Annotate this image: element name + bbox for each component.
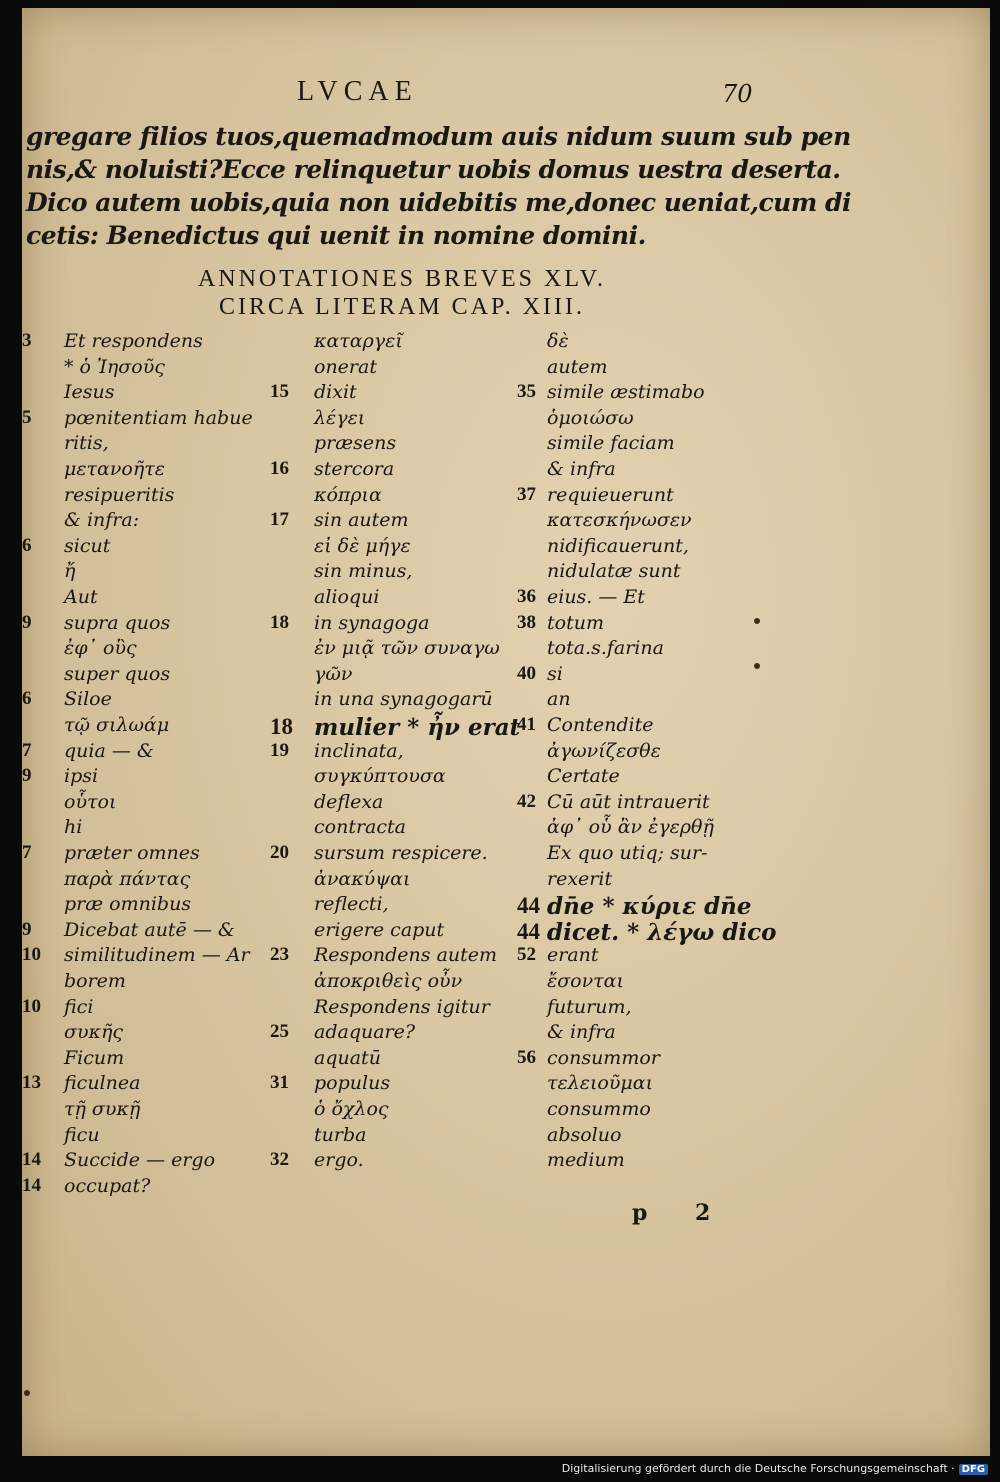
annotation-text: adaquare? [314,1021,416,1044]
gutter-dot [754,663,760,669]
annotation-text: in una synagogarū [314,688,493,711]
annotation-text: sursum respicere. [314,842,488,864]
annotation-text: requieuerunt [547,483,674,506]
verse-number: 5 [22,406,32,428]
page-title: LVCAE [297,76,418,107]
annotation-text: præsens [314,432,397,455]
annotation-text: si [547,662,563,685]
text-line: cetis: Benedictus qui uenit in nomine domini. [26,221,646,250]
verse-number: 7 [22,739,32,761]
annotation-text: rexerit [547,867,613,890]
annotation-text: οὗτοι [64,790,117,813]
verse-number: 15 [270,381,289,403]
verse-number: 35 [517,381,536,403]
verse-number: 7 [22,842,32,863]
annotation-text: aquatū [314,1046,381,1069]
text-line: nis,& noluisti?Ecce relinquetur uobis domus uestra deserta. [26,155,841,184]
running-head [22,76,990,116]
annotation-text: * ὁ Ἰησοῦς [64,355,165,378]
verse-number: 3 [22,330,32,351]
annotation-text: εἰ δὲ μήγε [314,534,411,557]
verse-number: 31 [270,1072,289,1094]
annotation-text: occupat? [64,1174,151,1197]
annotation-text: quia — & [64,739,154,762]
annotation-text: ἐφ᾽ οὓς [64,637,137,660]
annotation-text: κόπρια [314,483,382,506]
annotation-text: Certate [547,765,620,788]
annotation-text: futurum, [547,995,632,1018]
annotation-text: nidificauerunt, [547,534,689,557]
annotation-text: Cū aūt intrauerit [547,790,710,813]
verse-number: 6 [22,688,32,710]
annotation-text: fici [64,995,94,1018]
annotation-text: resipueritis [64,483,175,506]
annotation-text: populus [314,1072,391,1095]
annotation-text: super quos [64,662,171,685]
main-text [26,120,851,252]
verse-number: 37 [517,483,536,505]
annotation-text: & infra: [64,509,140,532]
verse-number: 42 [517,790,536,812]
verse-number: 19 [270,739,289,761]
verse-number: 13 [22,1072,41,1094]
annotation-text: ἀφ᾽ οὗ ἂν ἐγερθῇ [547,816,714,839]
annotation-text: & infra [547,458,616,480]
verse-number: 44 [517,918,540,944]
verse-number: 16 [270,458,289,479]
annotation-text: ἤ [64,560,76,583]
annotation-text: sicut [64,534,111,557]
annotation-text: ἔσονται [547,970,624,992]
verse-number: 36 [517,586,536,607]
annotation-text: ergo. [314,1149,364,1172]
annotation-text: συγκύπτουσα [314,765,446,788]
annotation-text: reflecti, [314,893,389,916]
annotation-text: erigere caput [314,918,445,941]
annotation-text: παρὰ πάντας [64,867,191,890]
annotation-text: turba [314,1123,367,1146]
annotation-text: συκῆς [64,1021,124,1044]
page-number: 70 [722,80,753,108]
verse-number: 9 [22,611,32,633]
verse-number: 10 [22,995,41,1017]
heading-line: CIRCA LITERAM CAP. XIII. [218,294,585,320]
annotation-text: præ omnibus [64,893,192,916]
signature-mark: p 2 [632,1200,731,1226]
annotation-text: hi [64,816,83,839]
annotation-text: tota.s.farina [547,637,664,660]
annotation-text: Et respondens [64,330,203,352]
annotation-text: simile faciam [547,432,675,455]
dfg-logo: DFG [959,1464,988,1475]
annotation-text: totum [547,611,604,634]
annotation-text: μετανοῆτε [64,458,165,480]
verse-number: 32 [270,1149,289,1171]
annotation-text: an [547,688,571,711]
annotation-text: dixit [314,381,357,404]
annotation-text: stercora [314,458,395,480]
annotation-text: onerat [314,355,377,378]
annotation-text: mulier * ἦν erat [314,714,521,741]
gutter-dot [24,1390,30,1396]
annotation-text: Succide — ergo [64,1149,216,1172]
verse-number: 10 [22,944,41,966]
annotation-text: ὁ ὄχλος [314,1098,389,1120]
annotation-text: dn̄e * κύριε dn̄e [547,893,752,921]
verse-number: 41 [517,714,536,735]
annotation-text: ficu [64,1123,100,1146]
book-page [22,8,990,1456]
digitization-footer [0,1462,1000,1482]
verse-number: 14 [22,1174,41,1196]
annotation-text: medium [547,1149,625,1172]
annotation-text: supra quos [64,611,171,634]
annotation-text: alioqui [314,586,380,608]
verse-number: 44 [517,893,540,919]
annotation-text: erant [547,944,599,967]
verse-number: 18 [270,714,293,739]
annotation-text: absoluo [547,1123,622,1146]
annotation-text: Respondens igitur [314,995,490,1018]
verse-number: 20 [270,842,289,863]
annotation-text: ritis, [64,432,109,455]
verse-number: 9 [22,918,32,940]
annotation-text: sin autem [314,509,409,532]
annotation-text: ἀνακύψαι [314,867,411,890]
annotation-text: Dicebat autē — & [64,918,235,941]
annotation-text: sin minus, [314,560,413,583]
annotation-text: γῶν [314,662,353,685]
annotation-text: τῇ συκῇ [64,1098,141,1120]
verse-number: 38 [517,611,536,633]
verse-number: 6 [22,534,32,556]
verse-number: 9 [22,765,32,787]
annotation-text: præter omnes [64,842,200,864]
annotation-text: simile æstimabo [547,381,705,404]
annotation-text: deflexa [314,790,384,813]
annotation-text: Aut [64,586,98,608]
annotation-text: λέγει [314,406,366,429]
verse-number: 56 [517,1046,536,1068]
verse-number: 52 [517,944,536,966]
annotation-text: & infra [547,1021,616,1044]
annotation-text: κατεσκήνωσεν [547,509,692,532]
annotation-text: ἀγωνίζεσθε [547,739,661,762]
annotation-text: ὁμοιώσω [547,406,634,429]
verse-number: 23 [270,944,289,966]
annotation-text: Siloe [64,688,112,711]
annotation-text: eius. — Et [547,586,645,608]
annotation-text: contracta [314,816,406,839]
annotation-text: ipsi [64,765,99,788]
annotation-text: Ex quo utiq; sur- [547,842,708,864]
annotation-text: ἐν μιᾷ τῶν συναγω [314,637,500,660]
annotation-text: τῷ σιλωάμ [64,714,170,736]
annotation-text: Respondens autem [314,944,498,967]
annotation-text: δὲ [547,330,569,352]
annotation-text: in synagoga [314,611,430,634]
annotation-text: autem [547,355,608,378]
annotation-text: nidulatæ sunt [547,560,681,583]
verse-number: 14 [22,1149,41,1171]
verse-number: 25 [270,1021,289,1043]
text-line: Dico autem uobis,quia non uidebitis me,donec ueniat,cum di [26,188,851,217]
annotation-text: καταργεῖ [314,330,403,352]
annotation-text: similitudinem — Ar [64,944,250,967]
annotation-text: ἀποκριθεὶς οὖν [314,970,463,992]
heading-line: ANNOTATIONES BREVES XLV. [197,266,607,292]
verse-number: 18 [270,611,289,633]
annotation-text: consummor [547,1046,660,1069]
footer-text: Digitalisierung gefördert durch die Deutsche Forschungsgemeinschaft · [561,1462,955,1475]
annotation-text: ficulnea [64,1072,141,1095]
annotation-text: Ficum [64,1046,125,1069]
verse-number: 17 [270,509,289,531]
annotation-text: pœnitentiam habue [64,406,253,429]
annotation-text: τελειοῦμαι [547,1072,654,1095]
annotations-heading [22,265,782,321]
annotation-text: borem [64,970,126,992]
gutter-dot [754,618,760,624]
annotation-text: Iesus [64,381,115,404]
text-line: gregare filios tuos,quemadmodum auis nidum suum sub pen [26,122,851,151]
verse-number: 40 [517,662,536,684]
annotation-text: dicet. * λέγω dico [547,918,777,946]
annotation-text: Contendite [547,714,654,736]
annotation-text: inclinata, [314,739,404,762]
annotation-text: consummo [547,1098,651,1120]
